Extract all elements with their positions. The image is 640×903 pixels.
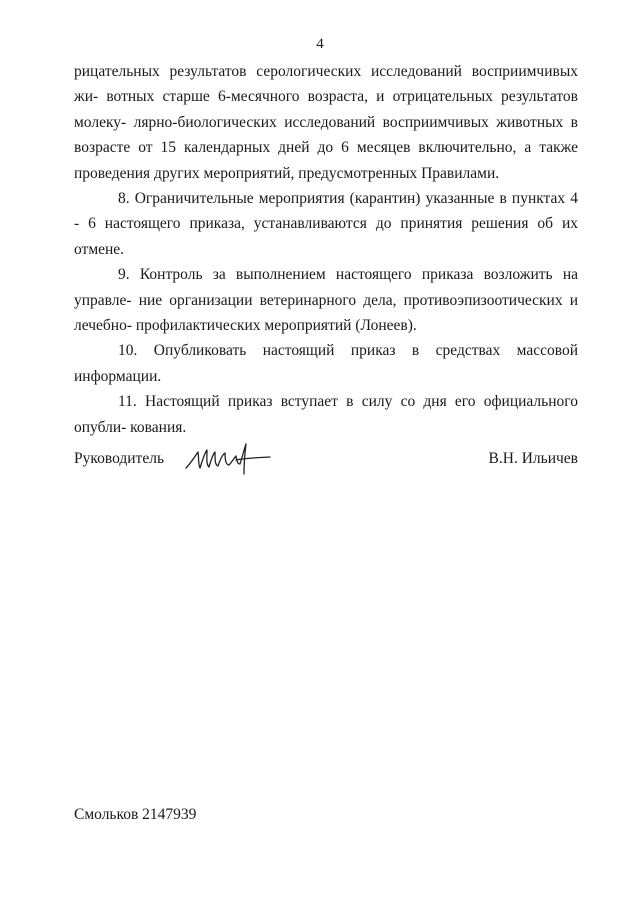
signer-name: В.Н. Ильичев (488, 450, 578, 467)
text-line: рицательных результатов серологических исследований восприимчивых жи- (74, 63, 578, 106)
paragraph-item-8 (74, 186, 578, 262)
paragraph-item-10 (74, 338, 578, 389)
text-line: 11. Настоящий приказ вступает в силу со дня его официального опубли- (74, 393, 578, 436)
executor-note: Смольков 2147939 (74, 806, 197, 823)
signer-title: Руководитель (74, 450, 165, 467)
paragraph-item-11 (74, 389, 578, 440)
text-line: 10. Опубликовать настоящий приказ в средствах массовой информации. (74, 342, 578, 385)
text-line: настоящего приказа, устанавливаются до принятия решения об их отмене. (74, 215, 578, 258)
document-body (74, 59, 578, 440)
text-line: вотных старше 6-месячного возраста, и отрицательных результатов молеку- (74, 88, 578, 131)
page-number: 4 (316, 36, 324, 52)
handwritten-signature (182, 438, 278, 478)
text-line: 8. Ограничительные мероприятия (карантин) указанные в пунктах 4 - 6 (74, 190, 578, 233)
text-line: лярно-биологических исследований восприимчивых животных в возрасте от (74, 113, 579, 157)
text-line: 9. Контроль за выполнением настоящего приказа возложить на управле- (74, 266, 578, 309)
text-line: ние организации ветеринарного дела, противоэпизоотических и лечебно- (74, 291, 578, 335)
text-line: профилактических мероприятий (Лонеев). (135, 317, 417, 335)
text-line: 15 календарных дней до 6 месяцев включительно, а также проведения других (74, 139, 578, 182)
paragraph-continuation (74, 59, 578, 186)
paragraph-item-9 (74, 262, 578, 338)
signature-block (74, 438, 578, 478)
text-line: мероприятий, предусмотренных Правилами. (203, 164, 500, 182)
text-line: кования. (130, 418, 187, 436)
